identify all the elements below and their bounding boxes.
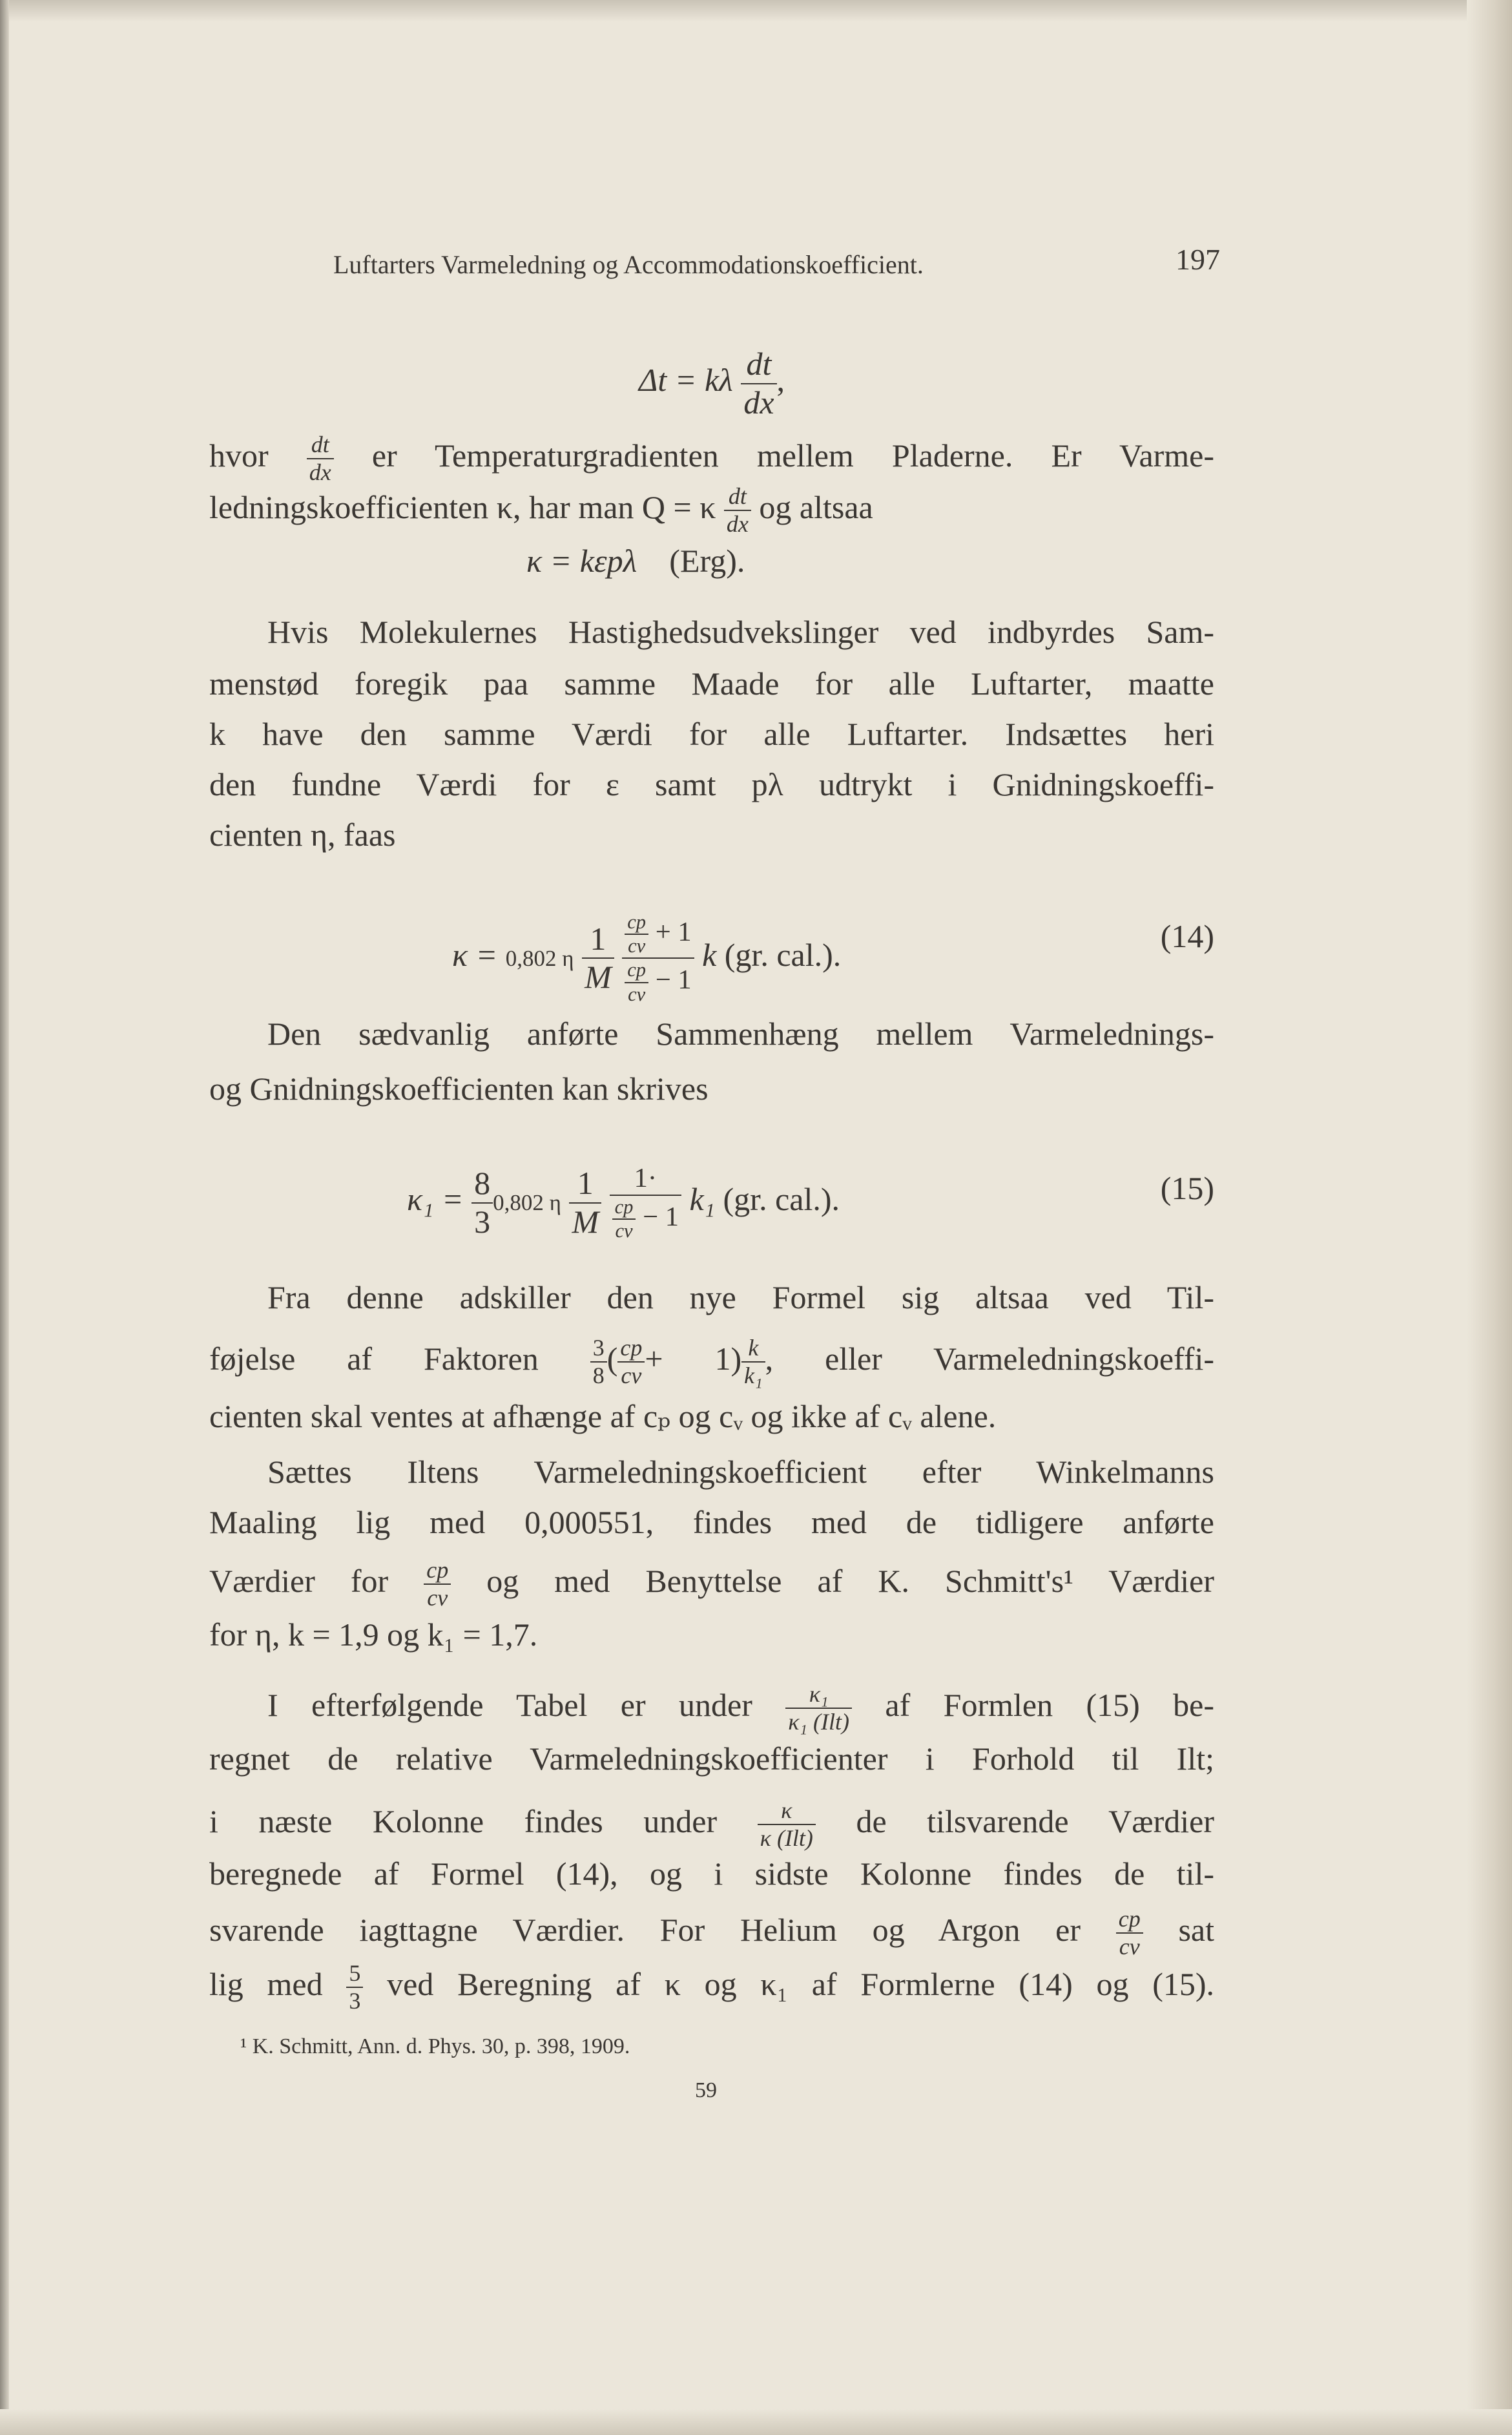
- paragraph-6-line: regnet de relative Varmeledningskoefficienter i Forhold til Ilt;: [209, 1740, 1214, 1777]
- fraction: $\frac{dt}{dx}$: [741, 346, 776, 421]
- paragraph-2-line: Hvis Molekulernes Hastighedsudvekslinger ved indbyrdes Sam-: [267, 614, 1214, 650]
- equation-kappa: [526, 541, 979, 580]
- factor-expression: $\frac{3}{8}$ ( $\frac{cp}{cv}$ + 1) $\frac{k}{\text{k₁}}$: [590, 1341, 765, 1377]
- fraction-main: 1· $\frac{cp}{cv}$ − 1: [610, 1163, 681, 1242]
- signature-mark: 59: [695, 2078, 717, 2102]
- text: svarende iagttagne Værdier. For Helium og Argon er: [209, 1911, 1081, 1948]
- equation-14: [452, 911, 1033, 1006]
- page-number: 197: [1175, 243, 1220, 276]
- fraction-8-3: $\frac{8}{3}$: [471, 1165, 493, 1240]
- fraction-1-over-M: $\frac{1}{M}$: [582, 921, 614, 996]
- paragraph-6-line: [209, 1681, 1214, 1736]
- fraction: $\frac{5}{3}$: [346, 1960, 363, 2015]
- fraction: $\frac{cp}{cv}$: [1116, 1906, 1143, 1961]
- text: de tilsvarende Værdier: [856, 1803, 1215, 1839]
- paragraph-1-line-1: [209, 432, 1214, 486]
- fraction: $\frac{dt}{dx}$: [307, 432, 334, 486]
- page-edge-bottom: [0, 2409, 1512, 2435]
- paragraph-6-line: [209, 1797, 1214, 1852]
- text: lig med: [209, 1965, 323, 2002]
- text: ved Beregning af κ og κ₁ af Formlerne (14) og (15).: [387, 1965, 1215, 2002]
- page-edge-left: [0, 0, 9, 2435]
- paragraph-3-line: Den sædvanlig anførte Sammenhæng mellem Varmelednings-: [267, 1016, 1214, 1052]
- paragraph-1-line-2: [209, 483, 1214, 538]
- paragraph-4-line: Fra denne adskiller den nye Formel sig altsaa ved Til-: [267, 1279, 1214, 1315]
- eq-lhs: κ =: [452, 936, 506, 973]
- paragraph-3-line: og Gnidningskoefficienten kan skrives: [209, 1071, 709, 1107]
- eq-k: k: [702, 936, 717, 973]
- paragraph-2-line: menstød foregik paa samme Maade for alle Luftarter, maatte: [209, 665, 1214, 702]
- paragraph-5-line: Sættes Iltens Varmeledningskoefficient efter Winkelmanns: [267, 1454, 1214, 1490]
- eq-lhs: Δt = kλ: [638, 361, 733, 398]
- eq-k1: k₁: [689, 1181, 716, 1218]
- text: i næste Kolonne findes under: [209, 1803, 718, 1839]
- fraction: κ₁ κ₁ (Ilt): [785, 1681, 852, 1736]
- paragraph-4-line: [209, 1335, 1214, 1390]
- page-edge-top: [0, 0, 1512, 22]
- page-edge-right: [1467, 0, 1512, 2435]
- text: , eller Varmeledningskoeffi-: [765, 1340, 1214, 1377]
- text: og med Benyttelse af K. Schmitt's¹ Værdier: [486, 1562, 1215, 1599]
- fraction: $\frac{cp}{cv}$: [424, 1557, 451, 1612]
- eq-lhs: κ₁ =: [407, 1181, 472, 1218]
- paragraph-5-line: for η, k = 1,9 og k₁ = 1,7.: [209, 1616, 538, 1653]
- equation-delta-t: [209, 346, 1214, 421]
- footnote: ¹ K. Schmitt, Ann. d. Phys. 30, p. 398, 1909.: [240, 2034, 630, 2058]
- eq-unit: (gr. cal.).: [724, 936, 842, 973]
- eq-unit: (Erg).: [669, 543, 745, 579]
- eq-coef: 0,802 η: [493, 1190, 561, 1216]
- text: sat: [1178, 1911, 1214, 1948]
- paragraph-6-line: beregnede af Formel (14), og i sidste Kolonne findes de til-: [209, 1855, 1214, 1892]
- text: Værdier for: [209, 1562, 389, 1599]
- fraction: $\frac{dt}{dx}$: [724, 483, 751, 538]
- text: og altsaa: [759, 488, 873, 525]
- eq-unit: (gr. cal.).: [723, 1181, 840, 1218]
- paragraph-4-line: cienten skal ventes at afhænge af cₚ og cᵥ og ikke af cᵥ alene.: [209, 1398, 997, 1434]
- paragraph-6-line: [209, 1960, 1214, 2015]
- text: af Formlen (15) be-: [885, 1686, 1215, 1723]
- paragraph-6-line: [209, 1906, 1214, 1961]
- eq-coef: 0,802 η: [505, 945, 574, 971]
- paragraph-2-line: k have den samme Værdi for alle Luftarter. Indsættes heri: [209, 716, 1214, 752]
- fraction-1-over-M: $\frac{1}{M}$: [569, 1165, 601, 1240]
- running-title: Luftarters Varmeledning og Accommodationskoefficient.: [333, 250, 924, 279]
- paragraph-5-line: Maaling lig med 0,000551, findes med de tidligere anførte: [209, 1504, 1214, 1540]
- eq-expr: κ = kεpλ: [526, 543, 637, 579]
- equation-number-15: (15): [1160, 1170, 1214, 1206]
- text: er Temperaturgradienten mellem Pladerne. Er Varme-: [371, 437, 1215, 474]
- text: hvor: [209, 437, 269, 474]
- comma: ,: [776, 361, 785, 398]
- paragraph-5-line: [209, 1557, 1214, 1612]
- fraction: κ κ (Ilt): [758, 1797, 816, 1852]
- paragraph-2-line: cienten η, faas: [209, 817, 396, 853]
- equation-number-14: (14): [1160, 918, 1214, 954]
- text: ledningskoefficienten κ, har man Q = κ: [209, 488, 716, 525]
- paragraph-2-line: den fundne Værdi for ε samt pλ udtrykt i Gnidningskoeffi-: [209, 766, 1214, 802]
- fraction-cp-cv: $\frac{cp}{cv}$ + 1 $\frac{cp}{cv}$ − 1: [622, 911, 694, 1006]
- text: I efterfølgende Tabel er under: [267, 1686, 752, 1723]
- text: føjelse af Faktoren: [209, 1340, 539, 1377]
- equation-15: [407, 1163, 1053, 1242]
